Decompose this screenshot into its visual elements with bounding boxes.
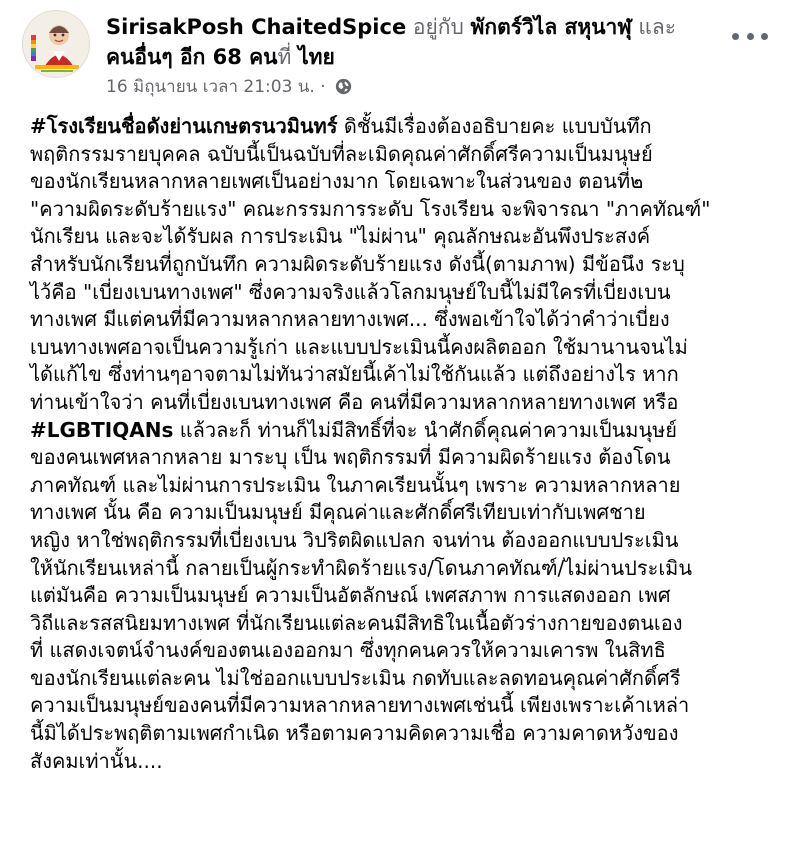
tagged-person[interactable]: พักตร์วิไล สหุนาฬุ xyxy=(470,15,632,39)
at-word: ที่ xyxy=(277,45,292,69)
post-line: เบนทางเพศอาจเป็นความรู้เก่า และแบบประเมินนี้คงผลิตออก ใช้มานานจนไม่ xyxy=(30,334,688,359)
with-word: อยู่กับ xyxy=(412,15,464,39)
post-line: แต่มันคือ ความเป็นมนุษย์ ความเป็นอัตลักษณ์ เพศสภาพ การแสดงออก เพศ xyxy=(30,583,671,608)
post-header xyxy=(22,10,782,100)
hashtag-lgbtiqans[interactable]: #LGBTIQANs xyxy=(30,417,174,442)
post-line: นี้มิได้ประพฤติตามเพศกำเนิด หรือตามความคิดความเชื่อ ความคาดหวังของ xyxy=(30,721,679,746)
avatar-illustration-icon xyxy=(23,11,89,77)
header-text xyxy=(106,12,716,100)
more-dot xyxy=(747,33,754,40)
post-line: พฤติกรรมรายบุคคล ฉบับนี้เป็นฉบับที่ละเมิดคุณค่าศักดิ์ศรีความเป็นมนุษย์ xyxy=(30,141,653,166)
post-line: ทางเพศ มีแต่คนที่มีความหลากหลายทางเพศ... ซึ่งพอเข้าใจได้ว่าคำว่าเบี่ยง xyxy=(30,307,670,332)
post-line: ของนักเรียนหลากหลายเพศเป็นอย่างมาก โดยเฉพาะในส่วนของ ตอนที่๒ xyxy=(30,169,644,194)
meta-separator: · xyxy=(320,77,326,97)
post-line xyxy=(30,113,782,141)
post-line: "ความผิดระดับร้ายแรง" คณะกรรมการระดับ โรงเรียน จะพิจารณา "ภาคทัณฑ์" xyxy=(30,196,711,221)
location-link[interactable]: ไทย xyxy=(298,45,335,69)
post-line: ได้แก้ไข ซึ่งท่านๆอาจตามไม่ทันว่าสมัยนี้เค้าไม่ใช้กันแล้ว แต่ถึงอย่างไร หาก xyxy=(30,362,679,387)
header-line-1 xyxy=(106,12,716,42)
author-name[interactable]: SirisakPosh ChaitedSpice xyxy=(106,15,407,39)
hashtag-school[interactable]: #โรงเรียนชื่อดังย่านเกษตรนวมินทร์ xyxy=(30,114,338,138)
header-line-2 xyxy=(106,42,716,72)
post-line: ของนักเรียนแต่ละคน ไม่ใช่ออกแบบประเมิน กดทับและลดทอนคุณค่าศักดิ์ศรี xyxy=(30,665,681,690)
post-line: ที่ แสดงเจตน์จำนงค์ของตนเองออกมา ซึ่งทุกคนควรให้ความเคารพ ในสิทธิ xyxy=(30,638,666,663)
timestamp[interactable]: 16 มิถุนายน เวลา 21:03 น. xyxy=(106,77,315,97)
post-text: ดิชั้นมีเรื่องต้องอธิบายคะ แบบบันทึก xyxy=(337,114,652,138)
post-line: ของคนเพศหลากหลาย มาระบุ เป็น พฤติกรรมที่ มีความผิดร้ายแรง ต้องโดน xyxy=(30,445,671,470)
globe-icon[interactable] xyxy=(335,78,352,95)
post-line: สำหรับนักเรียนที่ถูกบันทึก ความผิดระดับร้ายแรง ดังนี้(ตามภาพ) มีข้อนึง ระบุ xyxy=(30,251,685,276)
post-line: ความเป็นมนุษย์ของคนที่มีความหลากหลายทางเพศเช่นนี้ เพียงเพราะเค้าเหล่า xyxy=(30,693,690,718)
more-dot xyxy=(732,33,739,40)
post-line: หญิง หาใช่พฤติกรรมที่เบี่ยงเบน วิปริตผิดแปลก จนท่าน ต้องออกแบบประเมิน xyxy=(30,527,679,552)
post-body xyxy=(30,113,782,775)
post-meta xyxy=(106,74,716,100)
post-line: วิถีและรสสนิยมทางเพศ ที่นักเรียนแต่ละคนมีสิทธิในเนื้อตัวร่างกายของตนเอง xyxy=(30,610,683,635)
post-line: ท่านเข้าใจว่า คนที่เบี่ยงเบนทางเพศ คือ คนที่มีความหลากหลายทางเพศ หรือ xyxy=(30,389,679,414)
post-line: ทางเพศ นั้น คือ ความเป็นมนุษย์ มีคุณค่าและศักดิ์ศรีเทียบเท่ากับเพศชาย xyxy=(30,500,646,525)
post-line: สังคมเท่านั้น.... xyxy=(30,748,163,773)
and-word: และ xyxy=(638,15,677,39)
post-line: ภาคทัณฑ์ และไม่ผ่านการประเมิน ในภาคเรียนนั้นๆ เพราะ ความหลากหลาย xyxy=(30,472,681,497)
avatar[interactable] xyxy=(22,10,90,78)
post-text: แล้วละก็ ท่านก็ไม่มีสิทธิ์ที่จะ นำศักดิ์คุณค่าความเป็นมนุษย์ xyxy=(173,417,678,442)
more-dot xyxy=(761,33,768,40)
more-options-icon[interactable] xyxy=(732,24,768,48)
post-line xyxy=(30,417,782,445)
post-line: ให้นักเรียนเหล่านี้ กลายเป็นผู้กระทำผิดร้ายแรง/โดนภาคทัณฑ์/ไม่ผ่านประเมิน xyxy=(30,555,693,580)
post-line: ไว้คือ "เบี่ยงเบนทางเพศ" ซึ่งความจริงแล้วโลกมนุษย์ใบนี้ไม่มีใครที่เบี่ยงเบน xyxy=(30,279,671,304)
post-line: นักเรียน และจะได้รับผล การประเมิน "ไม่ผ่าน" คุณลักษณะอันพึงประสงค์ xyxy=(30,224,651,249)
others-link[interactable]: คนอื่นๆ อีก 68 คน xyxy=(106,45,278,69)
